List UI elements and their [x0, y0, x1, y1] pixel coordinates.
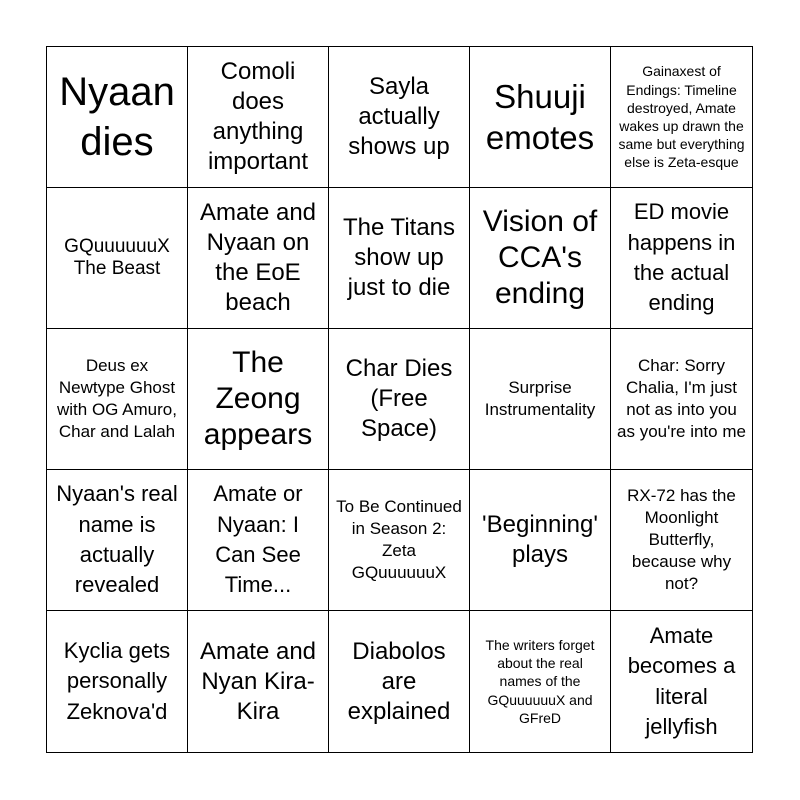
bingo-cell-text: Deus ex Newtype Ghost with OG Amuro, Char and Lalah — [57, 355, 177, 442]
bingo-cell[interactable] — [47, 470, 188, 611]
bingo-cell-text: The Zeong appears — [203, 346, 313, 451]
bingo-cell[interactable] — [188, 329, 329, 470]
bingo-cell-text: Amate and Nyaan on the EoE beach — [199, 199, 317, 316]
bingo-cell-text: Char: Sorry Chalia, I'm just not as into you as you're into me — [617, 355, 746, 442]
bingo-cell[interactable] — [611, 47, 752, 188]
bingo-cell-text: Amate and Nyan Kira-Kira — [199, 637, 317, 725]
bingo-cell-text: GQuuuuuuX The Beast — [64, 235, 170, 279]
bingo-cell-text: To Be Continued in Season 2: Zeta GQuuuuuuX — [336, 496, 462, 583]
bingo-cell-text: Comoli does anything important — [207, 58, 309, 175]
bingo-cell[interactable] — [470, 611, 611, 752]
bingo-cell[interactable] — [470, 188, 611, 329]
bingo-cell-text: Amate becomes a literal jellyfish — [627, 622, 736, 739]
bingo-cell[interactable] — [329, 611, 470, 752]
bingo-cell[interactable] — [188, 470, 329, 611]
bingo-cell-text: Kyclia gets personally Zeknova'd — [63, 637, 171, 724]
bingo-cell-text: Nyaan dies — [59, 70, 175, 164]
bingo-cell-text: Amate or Nyaan: I Can See Time... — [213, 481, 303, 598]
bingo-cell-text: The writers forget about the real names of the GQuuuuuuX and GFreD — [485, 637, 595, 726]
bingo-cell[interactable] — [47, 329, 188, 470]
bingo-cell[interactable] — [47, 188, 188, 329]
bingo-cell[interactable] — [188, 47, 329, 188]
bingo-cell[interactable] — [329, 47, 470, 188]
bingo-cell[interactable] — [188, 188, 329, 329]
bingo-cell-text: Nyaan's real name is actually revealed — [56, 481, 178, 598]
bingo-cell[interactable] — [329, 470, 470, 611]
bingo-cell-text: RX-72 has the Moonlight Butterfly, because why not? — [627, 485, 736, 594]
bingo-cell[interactable] — [329, 188, 470, 329]
bingo-cell-text: Sayla actually shows up — [348, 73, 450, 160]
bingo-cell[interactable] — [329, 329, 470, 470]
bingo-cell[interactable] — [611, 329, 752, 470]
bingo-cell[interactable] — [611, 470, 752, 611]
bingo-cell[interactable] — [188, 611, 329, 752]
bingo-cell-text: The Titans show up just to die — [342, 214, 456, 301]
bingo-cell-text: Gainaxest of Endings: Timeline destroyed, Amate wakes up drawn the same but everything else is Zeta-esque — [618, 63, 745, 171]
bingo-cell-text: Surprise Instrumentality — [484, 377, 596, 419]
bingo-cell[interactable] — [47, 611, 188, 752]
bingo-cell-text: Vision of CCA's ending — [482, 205, 598, 310]
bingo-cell[interactable] — [611, 611, 752, 752]
bingo-cell-text: Shuuji emotes — [485, 77, 595, 156]
bingo-cell[interactable] — [470, 470, 611, 611]
bingo-cell[interactable] — [47, 47, 188, 188]
bingo-board — [46, 46, 753, 753]
bingo-cell-text: Diabolos are explained — [347, 637, 451, 725]
bingo-cell[interactable] — [470, 329, 611, 470]
bingo-cell[interactable] — [470, 47, 611, 188]
bingo-cell-text: 'Beginning' plays — [482, 511, 598, 568]
bingo-cell[interactable] — [611, 188, 752, 329]
bingo-cell-text: Char Dies (Free Space) — [345, 355, 453, 442]
bingo-cell-text: ED movie happens in the actual ending — [627, 199, 736, 316]
